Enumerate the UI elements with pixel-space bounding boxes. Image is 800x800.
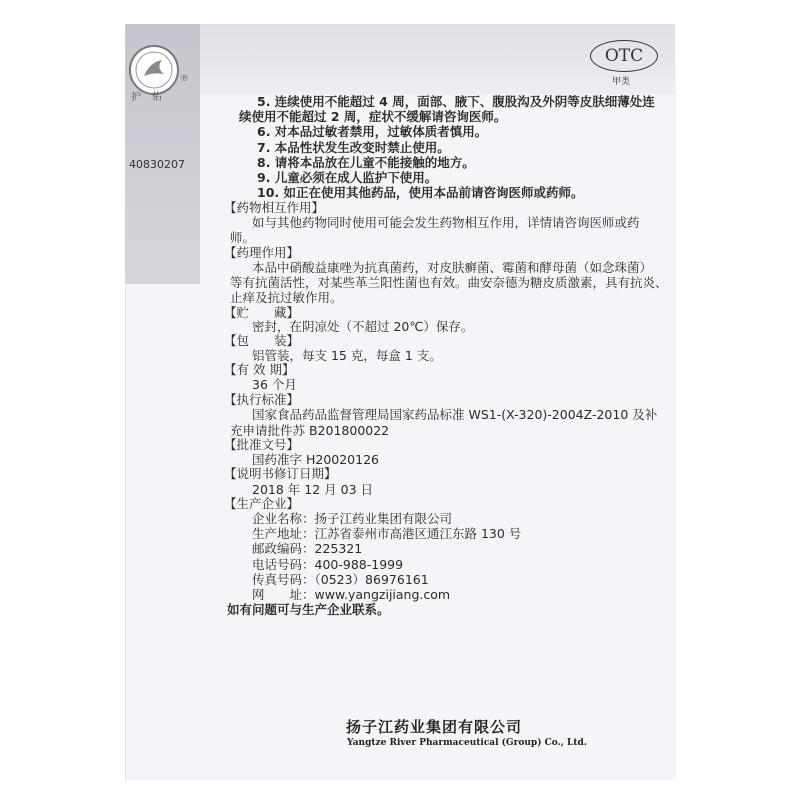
footer-company-en: Yangtze River Pharmaceutical (Group) Co., Ltd. <box>347 738 587 748</box>
note-8: 8. 请将本品放在儿童不能接触的地方。 <box>257 154 475 170</box>
note-10: 10. 如正在使用其他药品，使用本品前请咨询医师或药师。 <box>257 184 584 200</box>
note-5-cont: 续使用不能超过 2 周，症状不缓解请咨询医师。 <box>239 109 507 125</box>
validity-heading: 【有 效 期】 <box>224 362 295 377</box>
footer-company-cn: 扬子江药业集团有限公司 <box>346 718 523 736</box>
approval-text: 国药准字 H20020126 <box>252 452 379 468</box>
contact-note: 如有问题可与生产企业联系。 <box>227 602 390 617</box>
package-text: 铝管装，每支 15 克，每盒 1 支。 <box>252 347 442 363</box>
registered-mark: ® <box>180 74 189 84</box>
interaction-heading: 【药物相互作用】 <box>224 200 325 216</box>
note-7: 7. 本品性状发生改变时禁止使用。 <box>257 139 450 155</box>
note-9: 9. 儿童必须在成人监护下使用。 <box>257 169 438 185</box>
pharmacology-heading: 【药理作用】 <box>224 244 300 260</box>
otc-badge: OTC <box>590 40 658 72</box>
package-heading: 【包 装】 <box>224 333 300 349</box>
manufacturer-name: 企业名称：扬子江药业集团有限公司 <box>252 511 453 527</box>
manufacturer-heading: 【生产企业】 <box>224 495 300 511</box>
manufacturer-address: 生产地址：江苏省泰州市高港区通江东路 130 号 <box>252 526 522 542</box>
pharmacology-line-3: 止痒及抗过敏作用。 <box>230 290 343 306</box>
interaction-line-2: 师。 <box>230 230 256 246</box>
manufacturer-website: 网 址：www.yangzijiang.com <box>252 586 451 602</box>
manufacturer-fax: 传真号码：（0523）86976161 <box>252 571 429 587</box>
note-6: 6. 对本品过敏者禁用，过敏体质者慎用。 <box>257 124 488 140</box>
storage-text: 密封，在阴凉处（不超过 20℃）保存。 <box>252 318 474 334</box>
standard-line-1: 国家食品药品监督管理局国家药品标准 WS1-(X-320)-2004Z-2010 及补 <box>252 407 658 423</box>
pharmacology-line-1: 本品中硝酸益康唑为抗真菌药，对皮肤癣菌、霉菌和酵母菌（如念珠菌） <box>252 259 653 275</box>
revision-heading: 【说明书修订日期】 <box>224 466 337 482</box>
standard-heading: 【执行标准】 <box>224 392 300 408</box>
revision-text: 2018 年 12 月 03 日 <box>252 481 373 497</box>
logo-text: 护佑 <box>131 92 173 103</box>
approval-heading: 【批准文号】 <box>224 436 300 452</box>
otc-class-label: 甲类 <box>612 77 631 87</box>
pharmacology-line-2: 等有抗菌活性，对某些革兰阳性菌也有效。曲安奈德为糖皮质激素，具有抗炎、 <box>230 275 668 290</box>
validity-text: 36 个月 <box>252 377 297 393</box>
interaction-line-1: 如与其他药物同时使用可能会发生药物相互作用，详情请咨询医师或药 <box>252 215 640 231</box>
storage-heading: 【贮 藏】 <box>224 304 300 320</box>
manufacturer-postcode: 邮政编码：225321 <box>252 541 363 557</box>
manufacturer-phone: 电话号码：400-988-1999 <box>252 556 404 572</box>
note-5: 5. 连续使用不能超过 4 周，面部、腋下、腹股沟及外阴等皮肤细薄处连 <box>257 94 655 109</box>
document-code: 40830207 <box>129 158 185 171</box>
standard-line-2: 充申请批件苏 B201800022 <box>230 422 390 438</box>
